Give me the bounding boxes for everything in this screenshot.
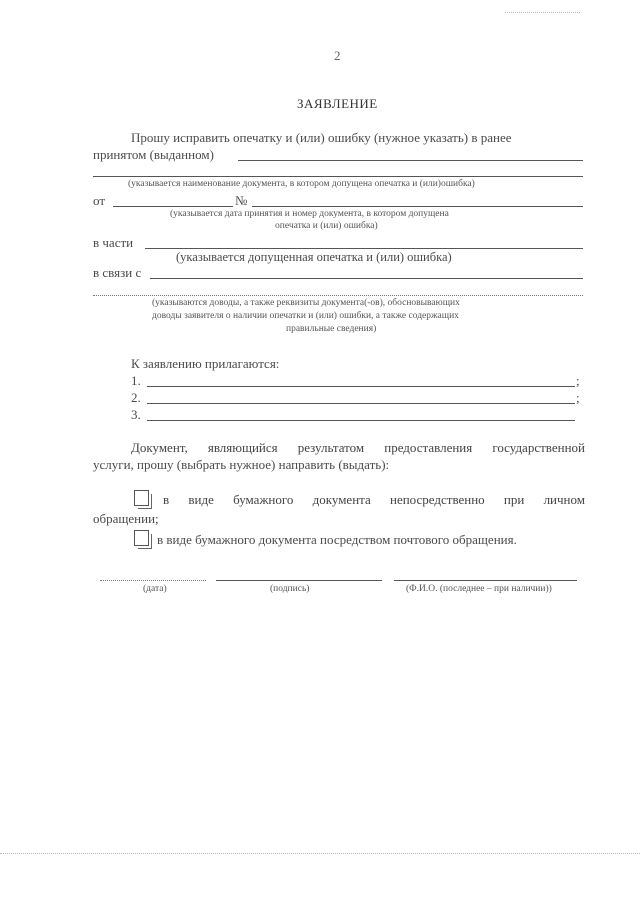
document-number-field[interactable] xyxy=(252,206,583,207)
attachment-number-3: 3. xyxy=(131,407,141,422)
hint-document-name: (указывается наименование документа, в котором допущена опечатка и (или)ошибка) xyxy=(128,179,475,189)
error-part-field[interactable] xyxy=(145,248,583,249)
issued-document-field-2[interactable] xyxy=(93,176,583,177)
hint-reason-line-3: правильные сведения) xyxy=(286,324,377,334)
attachments-label: К заявлению прилагаются: xyxy=(131,356,280,371)
hint-reason-line-2: доводы заявителя о наличии опечатки и (или) ошибки, а также содержащих xyxy=(152,311,459,321)
attachment-end-1: ; xyxy=(576,373,580,388)
hint-date-line-1: (указывается дата принятия и номер документа, в котором допущена xyxy=(170,209,449,219)
from-label: от xyxy=(93,193,106,208)
hint-error-part: (указывается допущенная опечатка и (или) ошибка) xyxy=(176,250,452,264)
attachment-number-2: 2. xyxy=(131,390,141,405)
number-label: № xyxy=(235,193,248,208)
reason-field-2[interactable] xyxy=(93,295,583,296)
issued-label: принятом (выданном) xyxy=(93,147,214,162)
issued-document-field[interactable] xyxy=(238,160,583,161)
result-line-2: услуги, прошу (выбрать нужное) направить (выдать): xyxy=(93,457,390,472)
reason-field[interactable] xyxy=(150,278,583,279)
request-line-1: Прошу исправить опечатку и (или) ошибку (нужное указать) в ранее xyxy=(131,130,512,145)
date-caption: (дата) xyxy=(143,584,167,594)
hint-reason-line-1: (указываются доводы, а также реквизиты документа(-ов), обосновывающих xyxy=(152,298,460,308)
personal-delivery-checkbox[interactable] xyxy=(134,490,149,506)
option-personal-line-1: в виде бумажного документа непосредственно при личном xyxy=(163,492,585,507)
part-label: в части xyxy=(93,235,134,250)
hint-date-line-2: опечатка и (или) ошибка) xyxy=(275,221,378,231)
attachment-field-3[interactable] xyxy=(147,420,575,421)
full-name-caption: (Ф.И.О. (последнее – при наличии)) xyxy=(406,584,552,594)
scan-artifact-bottom xyxy=(0,853,640,854)
reason-label: в связи с xyxy=(93,265,142,280)
signature-caption: (подпись) xyxy=(270,584,310,594)
postal-delivery-checkbox[interactable] xyxy=(134,530,149,546)
signature-field[interactable] xyxy=(216,580,382,581)
attachment-number-1: 1. xyxy=(131,373,141,388)
full-name-field[interactable] xyxy=(394,580,577,581)
date-field[interactable] xyxy=(100,580,206,581)
page-number: 2 xyxy=(334,48,341,63)
result-line-1: Документ, являющийся результатом предоставления государственной xyxy=(131,440,585,455)
scan-artifact-top xyxy=(505,12,580,13)
option-personal-line-2: обращении; xyxy=(93,511,159,526)
option-postal: в виде бумажного документа посредством почтового обращения. xyxy=(157,532,517,547)
attachment-field-1[interactable] xyxy=(147,386,575,387)
attachment-field-2[interactable] xyxy=(147,403,575,404)
document-title: ЗАЯВЛЕНИЕ xyxy=(297,96,378,111)
attachment-end-2: ; xyxy=(576,390,580,405)
document-date-field[interactable] xyxy=(113,206,233,207)
